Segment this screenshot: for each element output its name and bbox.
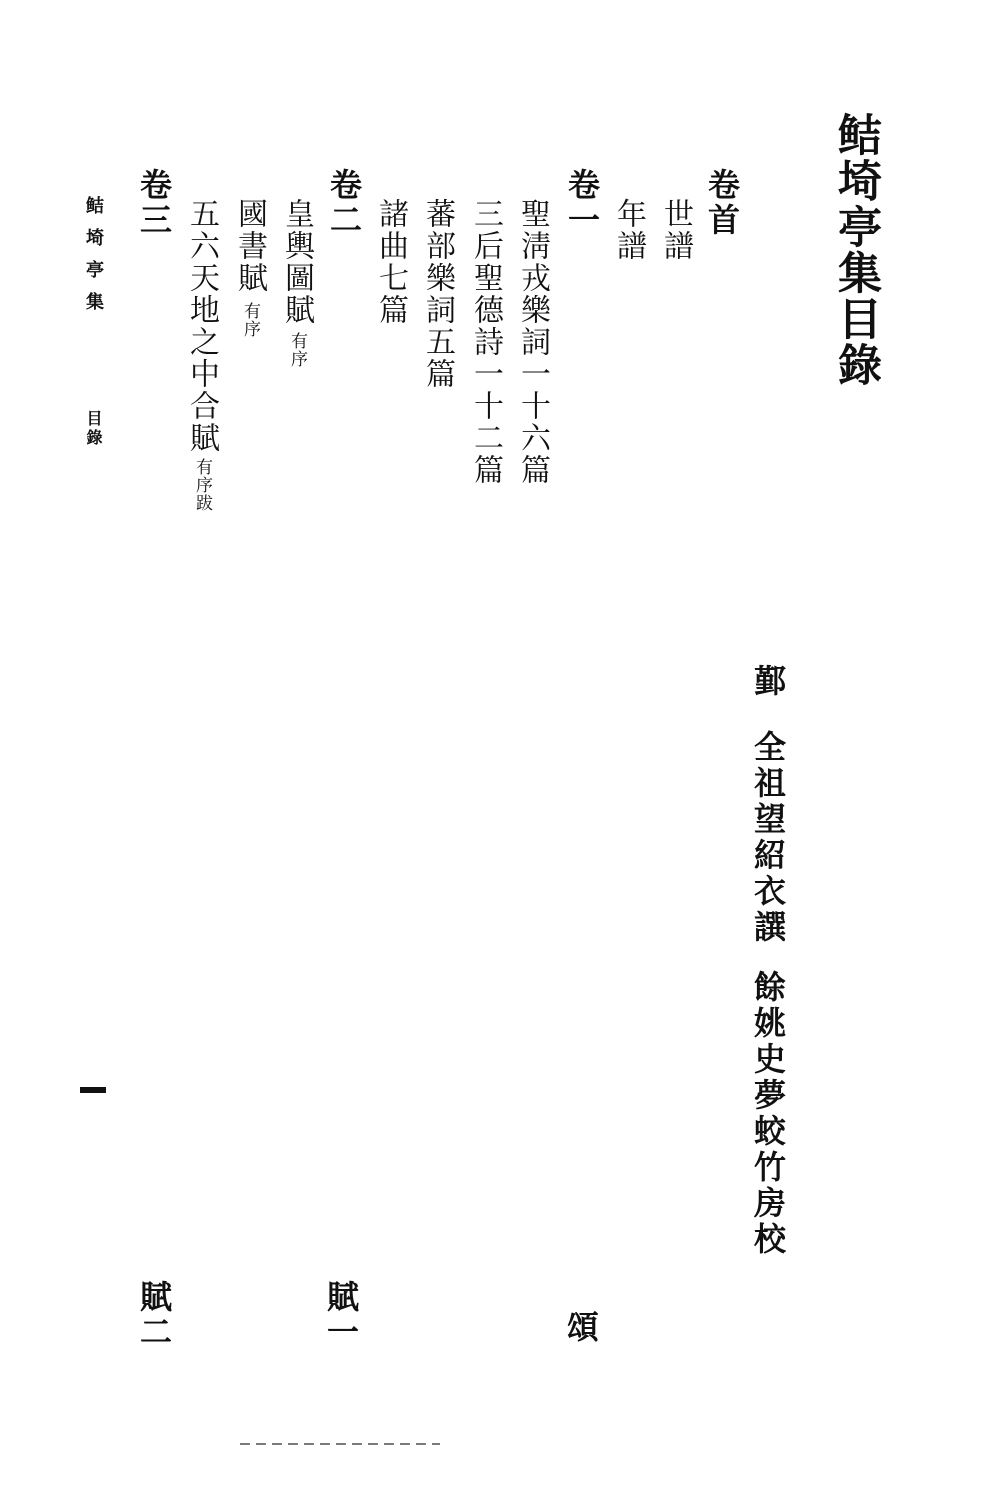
toc-entry: 聖淸戎樂詞一十六篇 bbox=[515, 198, 550, 486]
section-fu-yi: 賦一 bbox=[322, 1280, 360, 1350]
toc-entry-note: 有序 bbox=[287, 332, 307, 368]
toc-shipu: 世譜 bbox=[658, 198, 693, 262]
toc-juan-er: 卷二 bbox=[325, 168, 363, 238]
section-fu-er: 賦二 bbox=[135, 1280, 173, 1350]
section-song: 頌 bbox=[562, 1310, 600, 1345]
toc-nianpu: 年譜 bbox=[611, 198, 646, 262]
page-title: 鲒埼亭集目錄 bbox=[830, 112, 881, 388]
author-name: 全祖望紹衣譔 bbox=[749, 730, 787, 946]
author-place: 鄞 bbox=[749, 664, 787, 700]
toc-entry: 諸曲七篇 bbox=[373, 198, 408, 326]
toc-entry-note: 有序跋 bbox=[192, 458, 212, 512]
editor-name: 餘姚史夢蛟竹房校 bbox=[749, 970, 787, 1258]
margin-book-title: 鲒埼亭集 bbox=[83, 196, 104, 324]
toc-entry: 國書賦 bbox=[232, 198, 267, 294]
toc-entry: 皇輿圖賦 bbox=[279, 198, 314, 326]
toc-juan-san: 卷三 bbox=[135, 168, 173, 238]
toc-juan-yi: 卷一 bbox=[563, 168, 601, 238]
toc-entry: 三后聖德詩一十二篇 bbox=[468, 198, 503, 486]
toc-entry: 五六天地之中合賦 bbox=[184, 198, 219, 454]
toc-juan-shou: 卷首 bbox=[703, 168, 741, 238]
margin-section: 目錄 bbox=[84, 410, 103, 448]
page-number-mark bbox=[80, 1087, 106, 1093]
scan-artifact-line bbox=[240, 1443, 440, 1445]
toc-entry-note: 有序 bbox=[240, 302, 260, 338]
toc-entry: 蕃部樂詞五篇 bbox=[420, 198, 455, 390]
